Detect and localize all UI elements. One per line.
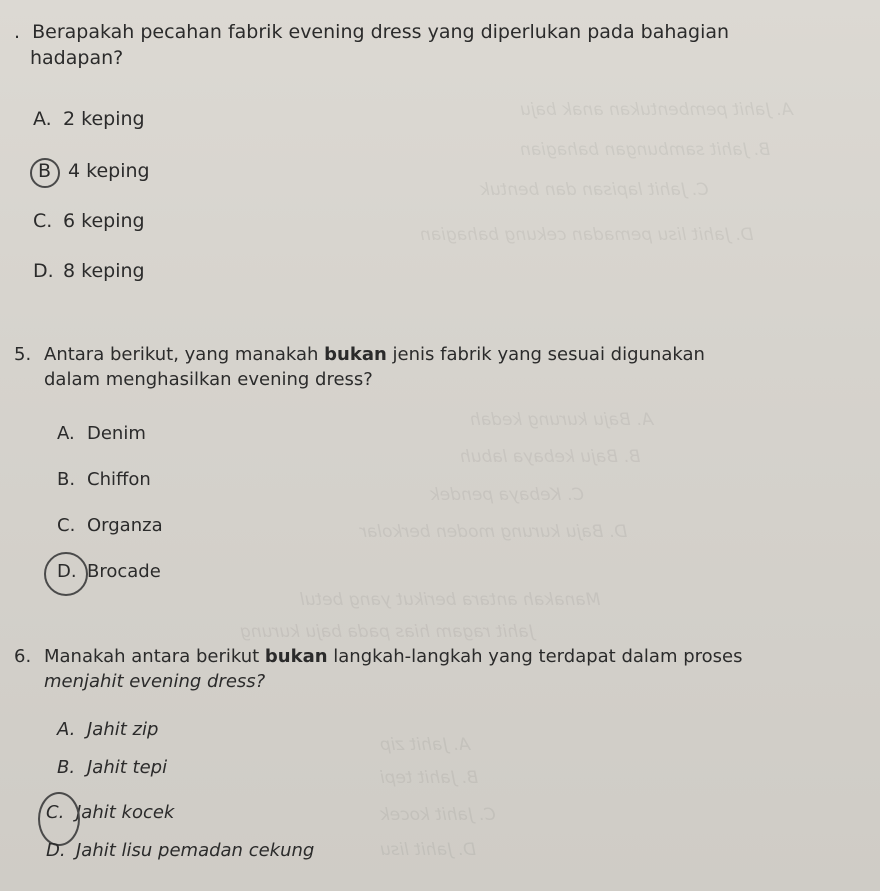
option-b[interactable]: [57, 469, 151, 490]
option-text: 2 keping: [63, 108, 145, 130]
option-text: Jahit zip: [87, 719, 159, 740]
option-text: Organza: [87, 515, 163, 536]
option-label: D.: [46, 840, 66, 861]
question-text-emphasis: bukan: [264, 646, 328, 667]
question-1-text: [14, 20, 729, 44]
option-label: C.: [33, 210, 53, 232]
answer-circle-mark: [38, 792, 80, 846]
option-d[interactable]: [33, 260, 145, 282]
option-text: 6 keping: [63, 210, 145, 232]
question-text-line2: hadapan?: [30, 47, 124, 69]
option-a[interactable]: [57, 719, 158, 740]
option-c[interactable]: [33, 210, 145, 232]
option-text: Denim: [87, 423, 146, 444]
option-label: A.: [33, 108, 52, 130]
question-number: 6.: [14, 646, 32, 667]
question-text-post: jenis fabrik yang sesuai digunakan: [386, 344, 705, 365]
question-text-line2: menjahit evening dress?: [44, 671, 266, 692]
option-a[interactable]: [57, 423, 146, 444]
option-label: B.: [57, 469, 76, 490]
option-label: B: [38, 160, 52, 182]
answer-circle-mark: [44, 552, 88, 596]
question-5-text: [14, 343, 705, 367]
question-text-line1: Berapakah pecahan fabrik evening dress yang diperlukan pada bahagian: [32, 21, 730, 43]
option-text: 8 keping: [63, 260, 145, 282]
option-label: C.: [46, 802, 65, 823]
option-text: Chiffon: [87, 469, 151, 490]
option-text: Jahit kocek: [76, 802, 175, 823]
question-text-post: langkah-langkah yang terdapat dalam proses: [327, 646, 743, 667]
option-text: Jahit lisu pemadan cekung: [76, 840, 315, 861]
option-b[interactable]: [57, 757, 167, 778]
question-6-text: [14, 645, 742, 669]
option-text: 4 keping: [68, 160, 150, 182]
question-number: .: [14, 21, 21, 43]
option-c[interactable]: [57, 515, 163, 536]
option-text: Jahit tepi: [87, 757, 168, 778]
question-text-line2: dalam menghasilkan evening dress?: [44, 369, 373, 390]
option-label: C.: [57, 515, 76, 536]
option-a[interactable]: [33, 108, 145, 130]
question-text-pre: Antara berikut, yang manakah: [44, 344, 325, 365]
option-text: Brocade: [87, 561, 161, 582]
option-label: D.: [33, 260, 54, 282]
question-number: 5.: [14, 344, 32, 365]
answer-circle-mark: [30, 158, 60, 188]
option-label: B.: [57, 757, 76, 778]
option-d[interactable]: [46, 840, 314, 861]
option-label: A.: [57, 719, 76, 740]
option-label: D.: [57, 561, 77, 582]
question-text-pre: Manakah antara berikut: [44, 646, 265, 667]
option-label: A.: [57, 423, 75, 444]
question-text-emphasis: bukan: [324, 344, 387, 365]
